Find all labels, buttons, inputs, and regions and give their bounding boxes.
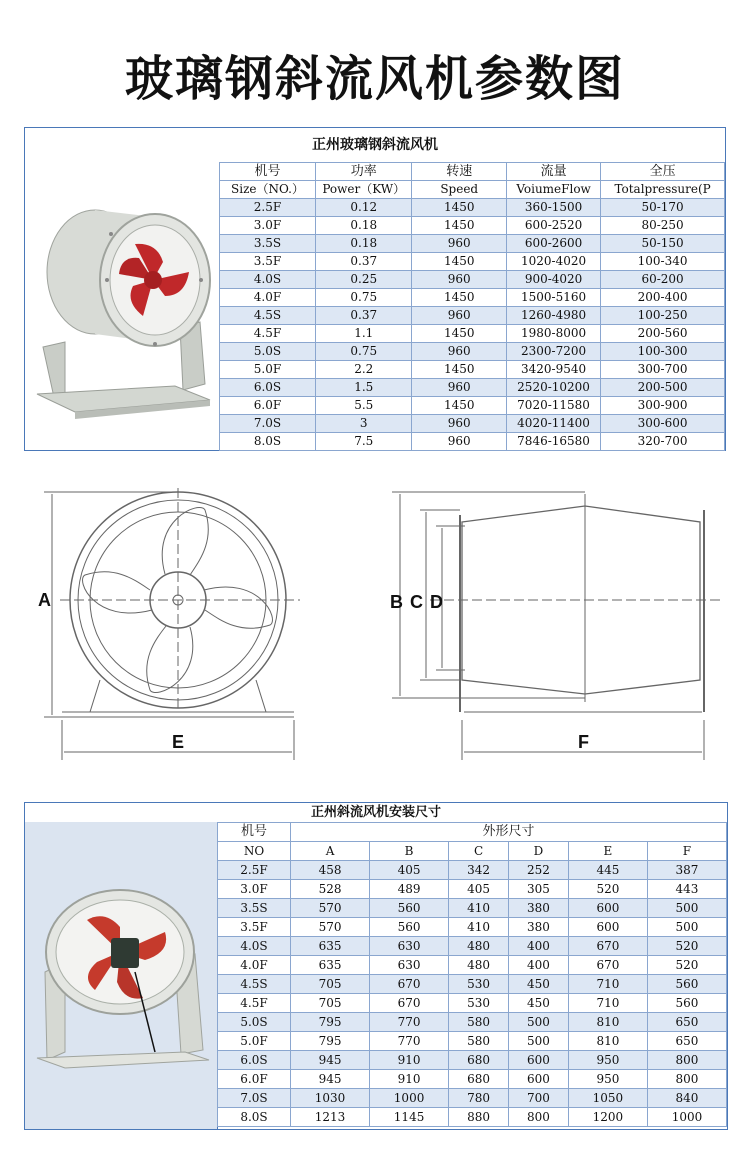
table-cell: 770 [370,1032,449,1051]
column-header-en: Power（KW） [316,181,412,199]
table-row [220,199,725,217]
table-cell: 200-500 [601,379,725,397]
column-header-dim: F [647,842,726,861]
table-cell: 520 [647,937,726,956]
table-cell: 960 [412,379,507,397]
column-header-dims-cn: 外形尺寸 [291,823,727,842]
table-cell: 1450 [412,289,507,307]
performance-data-table [219,162,725,451]
table-cell: 480 [449,956,509,975]
column-header-dim: B [370,842,449,861]
table-cell: 305 [508,880,568,899]
table-cell: 560 [647,994,726,1013]
table-row [220,433,725,451]
table-cell: 560 [370,899,449,918]
table-cell: 0.37 [316,253,412,271]
fan-photo [25,162,219,450]
table-cell: 3.5F [218,918,291,937]
table-cell: 560 [647,975,726,994]
table-cell: 795 [291,1013,370,1032]
table-cell: 342 [449,861,509,880]
table-row [218,994,727,1013]
dimension-drawing [0,480,750,770]
table-cell: 960 [412,307,507,325]
table-cell: 600 [508,1051,568,1070]
table-cell: 710 [568,975,647,994]
table-cell: 0.37 [316,307,412,325]
column-header-cn: 功率 [316,163,412,181]
table-cell: 400 [508,956,568,975]
table-cell: 2.2 [316,361,412,379]
table-cell: 950 [568,1051,647,1070]
table-cell: 443 [647,880,726,899]
table-cell: 800 [508,1108,568,1127]
table-cell: 100-340 [601,253,725,271]
table-cell: 840 [647,1089,726,1108]
table-cell: 600 [568,918,647,937]
table-row [218,1051,727,1070]
table-cell: 635 [291,937,370,956]
table-cell: 795 [291,1032,370,1051]
table-cell: 0.18 [316,235,412,253]
table-cell: 600-2600 [506,235,600,253]
table-cell: 450 [508,975,568,994]
table-cell: 1213 [291,1108,370,1127]
table-cell: 8.0S [220,433,316,451]
table-cell: 1200 [568,1108,647,1127]
table-cell: 2.5F [220,199,316,217]
table-cell: 7846-16580 [506,433,600,451]
table-cell: 50-150 [601,235,725,253]
table-cell: 3420-9540 [506,361,600,379]
table-cell: 405 [370,861,449,880]
column-header-cn: 全压 [601,163,725,181]
table-cell: 800 [647,1070,726,1089]
table-cell: 600 [508,1070,568,1089]
table-cell: 1450 [412,361,507,379]
table-cell: 200-560 [601,325,725,343]
table-cell: 0.75 [316,343,412,361]
dimension-data-table [217,822,727,1127]
table-cell: 2300-7200 [506,343,600,361]
table-row [218,918,727,937]
table-cell: 8.0S [218,1108,291,1127]
table-cell: 1.5 [316,379,412,397]
table-cell: 580 [449,1013,509,1032]
table-cell: 960 [412,235,507,253]
table-cell: 945 [291,1051,370,1070]
table-cell: 5.0F [220,361,316,379]
table-cell: 500 [508,1013,568,1032]
table-cell: 80-250 [601,217,725,235]
table-row [220,217,725,235]
table-cell: 570 [291,899,370,918]
table-cell: 5.5 [316,397,412,415]
table-cell: 580 [449,1032,509,1051]
table-cell: 600 [568,899,647,918]
table-row [218,1013,727,1032]
table-cell: 4.5S [220,307,316,325]
table-cell: 405 [449,880,509,899]
table-cell: 1145 [370,1108,449,1127]
table-cell: 520 [568,880,647,899]
label-b: B [390,592,403,612]
table-cell: 100-300 [601,343,725,361]
table-cell: 4020-11400 [506,415,600,433]
table-cell: 635 [291,956,370,975]
table-row [218,1108,727,1127]
column-header-no-cn: 机号 [218,823,291,842]
table-cell: 400 [508,937,568,956]
table-row [218,861,727,880]
table-cell: 6.0F [220,397,316,415]
table-cell: 500 [647,918,726,937]
table-cell: 445 [568,861,647,880]
table-cell: 3.5S [218,899,291,918]
table-cell: 480 [449,937,509,956]
table-cell: 6.0S [220,379,316,397]
fan-photo-2-cell [25,822,218,1129]
column-header-en: VoiumeFlow [506,181,600,199]
table-cell: 1.1 [316,325,412,343]
table-cell: 1260-4980 [506,307,600,325]
table-cell: 3.0F [218,880,291,899]
table-row [220,253,725,271]
table-cell: 600-2520 [506,217,600,235]
table-cell: 4.5S [218,975,291,994]
table-row [220,325,725,343]
table-cell: 4.0F [220,289,316,307]
table-cell: 380 [508,918,568,937]
table-cell: 1000 [370,1089,449,1108]
table-row [220,343,725,361]
table-cell: 1980-8000 [506,325,600,343]
label-f: F [578,732,589,752]
table-cell: 520 [647,956,726,975]
table-cell: 2520-10200 [506,379,600,397]
table-cell: 252 [508,861,568,880]
table-cell: 4.0F [218,956,291,975]
table-cell: 1450 [412,325,507,343]
table-cell: 770 [370,1013,449,1032]
table-cell: 910 [370,1070,449,1089]
table-cell: 1000 [647,1108,726,1127]
column-header-no: NO [218,842,291,861]
table-cell: 960 [412,343,507,361]
table-cell: 387 [647,861,726,880]
performance-table-caption: 正州玻璃钢斜流风机 [25,128,725,163]
table-cell: 560 [370,918,449,937]
column-header-dim: C [449,842,509,861]
table-cell: 960 [412,271,507,289]
table-cell: 300-700 [601,361,725,379]
table-cell: 0.25 [316,271,412,289]
column-header-en: Size（NO.） [220,181,316,199]
table-cell: 6.0S [218,1051,291,1070]
table-cell: 670 [568,956,647,975]
table-cell: 489 [370,880,449,899]
column-header-en: Totalpressure(P [601,181,725,199]
column-header-dim: D [508,842,568,861]
table-row [220,397,725,415]
table-cell: 3.5S [220,235,316,253]
page-title: 玻璃钢斜流风机参数图 [124,51,625,107]
table-cell: 320-700 [601,433,725,451]
table-cell: 1450 [412,253,507,271]
table-row [220,271,725,289]
table-cell: 810 [568,1013,647,1032]
table-cell: 680 [449,1051,509,1070]
table-cell: 500 [647,899,726,918]
table-cell: 780 [449,1089,509,1108]
table-row [218,975,727,994]
label-d: D [430,592,443,612]
table-cell: 670 [370,994,449,1013]
table-cell: 300-900 [601,397,725,415]
table-cell: 7.5 [316,433,412,451]
performance-table [24,127,726,451]
table-cell: 300-600 [601,415,725,433]
table-cell: 700 [508,1089,568,1108]
table-cell: 360-1500 [506,199,600,217]
column-header-en: Speed [412,181,507,199]
table-cell: 3.5F [220,253,316,271]
table-cell: 4.5F [218,994,291,1013]
table-cell: 60-200 [601,271,725,289]
column-header-cn: 流量 [506,163,600,181]
column-header-dim: E [568,842,647,861]
table-cell: 458 [291,861,370,880]
table-cell: 5.0S [218,1013,291,1032]
column-header-cn: 机号 [220,163,316,181]
table-cell: 7020-11580 [506,397,600,415]
table-cell: 1050 [568,1089,647,1108]
table-cell: 810 [568,1032,647,1051]
table-cell: 680 [449,1070,509,1089]
table-cell: 1030 [291,1089,370,1108]
table-cell: 705 [291,975,370,994]
table-cell: 705 [291,994,370,1013]
table-cell: 7.0S [220,415,316,433]
table-cell: 3 [316,415,412,433]
table-row [218,1032,727,1051]
table-cell: 100-250 [601,307,725,325]
table-cell: 880 [449,1108,509,1127]
table-cell: 500 [508,1032,568,1051]
table-cell: 50-170 [601,199,725,217]
table-cell: 450 [508,994,568,1013]
table-cell: 6.0F [218,1070,291,1089]
table-cell: 380 [508,899,568,918]
table-row [220,415,725,433]
table-cell: 3.0F [220,217,316,235]
table-cell: 1020-4020 [506,253,600,271]
fan-photo-cell [25,162,220,450]
table-cell: 5.0F [218,1032,291,1051]
table-cell: 4.0S [220,271,316,289]
table-cell: 650 [647,1032,726,1051]
table-cell: 410 [449,918,509,937]
table-cell: 0.75 [316,289,412,307]
table-row [218,899,727,918]
table-cell: 570 [291,918,370,937]
table-cell: 4.0S [218,937,291,956]
table-row [218,956,727,975]
table-cell: 630 [370,937,449,956]
table-cell: 900-4020 [506,271,600,289]
fan-photo-2 [25,822,217,1129]
table-row [218,880,727,899]
table-cell: 910 [370,1051,449,1070]
table-cell: 2.5F [218,861,291,880]
table-cell: 950 [568,1070,647,1089]
table-cell: 630 [370,956,449,975]
table-cell: 670 [568,937,647,956]
table-cell: 960 [412,415,507,433]
table-row [220,235,725,253]
table-cell: 530 [449,975,509,994]
table-cell: 1500-5160 [506,289,600,307]
table-cell: 0.12 [316,199,412,217]
table-row [220,307,725,325]
label-e: E [172,732,185,752]
table-cell: 410 [449,899,509,918]
column-header-dim: A [291,842,370,861]
label-c: C [410,592,423,612]
table-cell: 528 [291,880,370,899]
table-cell: 960 [412,433,507,451]
table-row [220,379,725,397]
table-row [220,289,725,307]
table-cell: 4.5F [220,325,316,343]
table-cell: 530 [449,994,509,1013]
dimension-table-caption: 正州斜流风机安装尺寸 [25,803,727,823]
table-cell: 670 [370,975,449,994]
table-row [218,1070,727,1089]
table-row [218,937,727,956]
table-cell: 1450 [412,217,507,235]
table-cell: 1450 [412,397,507,415]
label-a: A [38,590,51,610]
table-cell: 945 [291,1070,370,1089]
table-cell: 7.0S [218,1089,291,1108]
table-cell: 0.18 [316,217,412,235]
table-row [218,1089,727,1108]
table-cell: 650 [647,1013,726,1032]
dimension-table [24,802,728,1130]
table-cell: 200-400 [601,289,725,307]
table-cell: 5.0S [220,343,316,361]
table-cell: 710 [568,994,647,1013]
table-cell: 800 [647,1051,726,1070]
column-header-cn: 转速 [412,163,507,181]
table-row [220,361,725,379]
table-cell: 1450 [412,199,507,217]
